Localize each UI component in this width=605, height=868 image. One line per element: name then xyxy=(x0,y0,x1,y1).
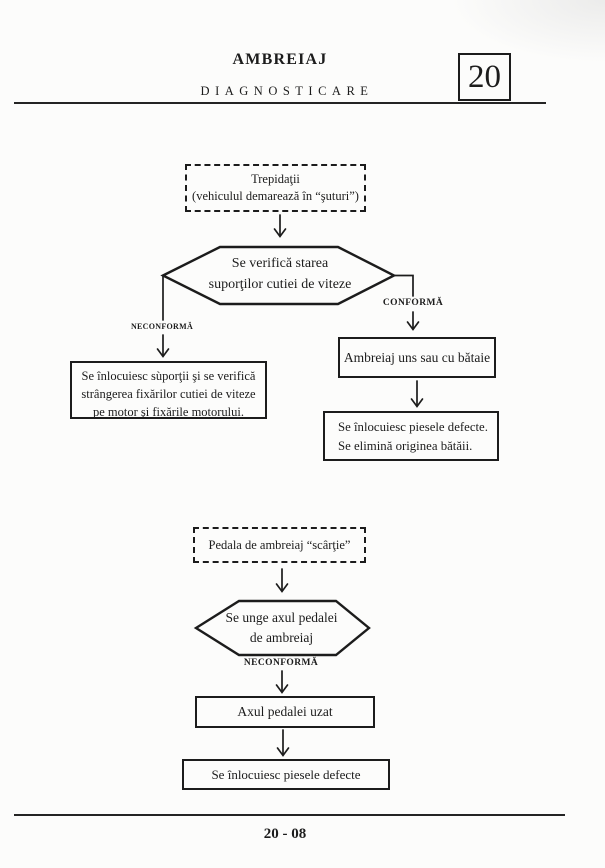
flow1-action-left-line1: Se înlocuiesc sùporţii şi se verifică xyxy=(81,369,256,383)
flow2-start-box xyxy=(193,527,366,563)
flow1-branch-label-neconforma: NECONFORMĂ xyxy=(130,322,194,331)
flow1-start-box xyxy=(185,164,366,212)
page-number: 20 - 08 xyxy=(263,826,307,842)
flow1-decision-line1: Se verifică starea xyxy=(231,256,329,271)
footer-rule xyxy=(14,814,565,816)
flow1-action-left-line2: strângerea fixărilor cutiei de viteze xyxy=(81,387,256,401)
flow1-branch-label-conforma: CONFORMĂ xyxy=(382,298,444,308)
flow2-start-text: Pedala de ambreiaj “scârţie” xyxy=(208,537,351,552)
flow1-action-right2-line2: Se elimină originea bătăii. xyxy=(338,439,473,453)
flow1-action-left-box xyxy=(70,361,267,419)
flow1-action-right-box-2 xyxy=(323,411,499,461)
flow2-action-box-2 xyxy=(182,759,390,790)
flow1-decision-line2: suporţilor cutiei de viteze xyxy=(208,277,352,292)
flow1-start-line1: Trepidaţii xyxy=(251,172,300,186)
flow2-decision-text xyxy=(200,608,363,648)
flow1-decision-text xyxy=(185,253,375,295)
page-subtitle: DIAGNOSTICARE xyxy=(200,84,374,98)
flow1-action-right1-text: Ambreiaj uns sau cu bătaie xyxy=(343,349,491,365)
flow2-action1-text: Axul pedalei uzat xyxy=(237,704,333,719)
flow1-start-line2: (vehiculul demarează în “şuturi”) xyxy=(192,188,359,203)
flow1-action-right-box-1 xyxy=(338,337,496,378)
flow2-action2-text: Se înlocuiesc piesele defecte xyxy=(211,766,361,782)
flow2-decision-line1: Se unge axul pedalei xyxy=(225,610,338,625)
flow1-action-left-line3: pe motor şi fixările motorului. xyxy=(92,405,244,419)
branch-right-elbow xyxy=(394,276,413,297)
flow2-decision-line2: de ambreiaj xyxy=(249,630,314,645)
flow2-branch-label-neconforma: NECONFORMĂ xyxy=(243,658,319,668)
flow1-action-right2-line1: Se înlocuiesc piesele defecte. xyxy=(338,420,488,434)
page-title: AMBREIAJ xyxy=(232,51,328,68)
chapter-number: 20 xyxy=(468,58,501,95)
flow2-action-box-1 xyxy=(195,696,375,728)
chapter-number-box xyxy=(458,53,511,101)
header-rule xyxy=(14,102,546,104)
